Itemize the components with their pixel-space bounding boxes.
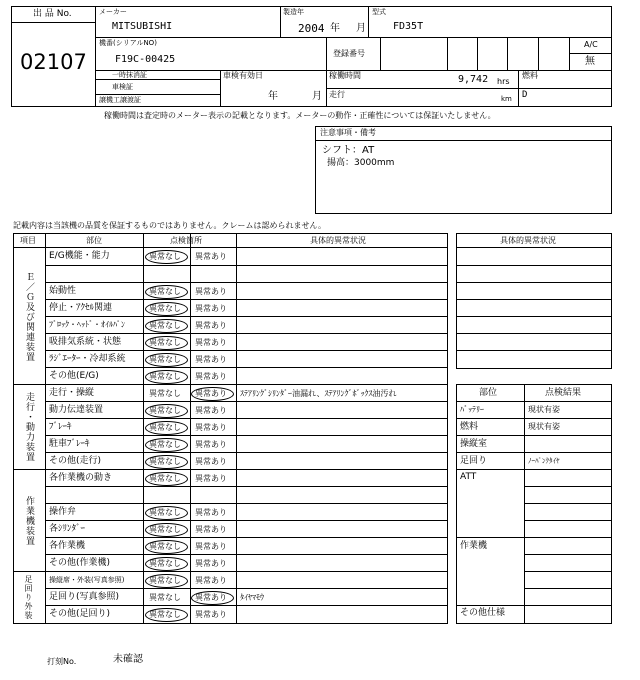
selected-normal-mark <box>145 472 188 486</box>
model-value: FD35T <box>393 21 424 32</box>
status-abnormal: 異常あり <box>195 610 227 619</box>
notes-lift-height: 揚高：3000mm <box>327 158 395 168</box>
status-normal: 異常なし <box>149 389 181 398</box>
row-part: 吸排気系統・状態 <box>49 337 122 347</box>
group-engine: Ｅ／Ｇ及び関連装置 <box>24 272 34 362</box>
result-part: 燃料 <box>460 422 479 432</box>
status-abnormal: 異常あり <box>195 355 227 364</box>
header-detail: 具体的異常状況 <box>310 236 366 245</box>
status-abnormal: 異常あり <box>195 372 227 381</box>
status-normal: 異常なし <box>149 287 181 296</box>
result-part: 作業機 <box>460 541 488 551</box>
registration-label: 登録番号 <box>333 49 365 58</box>
row-part: 停止・ｱｸｾﾙ関連 <box>49 303 113 313</box>
status-normal: 異常なし <box>149 321 181 330</box>
status-normal: 異常なし <box>149 508 181 517</box>
cert-vehicle-inspection: 車検証 <box>112 83 133 91</box>
row-part: ﾌﾞﾚｰｷ <box>49 422 72 432</box>
selected-abnormal-mark <box>191 387 234 401</box>
status-abnormal: 異常あり <box>195 559 227 568</box>
row-part: 駐車ﾌﾞﾚｰｷ <box>49 439 90 449</box>
col-result: 点検結果 <box>545 388 582 398</box>
selected-normal-mark <box>145 506 188 520</box>
result-part: 足回り <box>460 456 488 466</box>
row-part: 操縦席・外装(写真参照) <box>49 576 125 584</box>
lot-label: 出 品 No. <box>33 9 72 19</box>
status-normal: 異常なし <box>149 593 181 602</box>
status-normal: 異常なし <box>149 457 181 466</box>
year-unit: 年 <box>330 23 340 34</box>
year-label: 製造年 <box>283 8 304 16</box>
quality-disclaimer: 記載内容は当該機の品質を保証するものではありません。クレームは認められません。 <box>13 221 326 230</box>
status-normal: 異常なし <box>149 525 181 534</box>
selected-normal-mark <box>145 574 188 588</box>
status-abnormal: 異常あり <box>195 457 227 466</box>
hours-unit: hrs <box>497 77 510 86</box>
status-normal: 異常なし <box>149 406 181 415</box>
group-drive: 走行・動力装置 <box>24 392 34 462</box>
selected-normal-mark <box>145 336 188 350</box>
result-part: ﾊﾞｯﾃﾘｰ <box>460 405 484 414</box>
row-part: E/G機能・能力 <box>49 251 110 261</box>
header-item: 項目 <box>20 236 36 245</box>
status-normal: 異常なし <box>149 542 181 551</box>
cert-temporary-deregistration: 一時抹消証 <box>112 71 147 79</box>
selected-normal-mark <box>145 421 188 435</box>
row-part: 足回り(写真参照) <box>49 592 120 602</box>
selected-normal-mark <box>145 250 188 264</box>
ac-label: A/C <box>584 40 598 49</box>
status-normal: 異常なし <box>149 474 181 483</box>
status-abnormal: 異常あり <box>195 423 227 432</box>
selected-normal-mark <box>145 455 188 469</box>
mileage-label: 走行 <box>329 90 345 99</box>
result-part: ATT <box>460 472 477 482</box>
selected-normal-mark <box>145 608 188 622</box>
right-abnormal-panel <box>456 233 612 369</box>
header-part: 部位 <box>86 236 102 245</box>
status-abnormal: 異常あり <box>195 338 227 347</box>
result-value: 現状有姿 <box>528 422 560 431</box>
group-undercarriage: 足回り外装 <box>24 575 33 620</box>
result-part: 操縦室 <box>460 439 488 449</box>
row-part: その他(足回り) <box>49 609 111 619</box>
status-abnormal: 異常あり <box>195 576 227 585</box>
row-part: ﾗｼﾞｴｰﾀｰ・冷却系統 <box>49 354 126 364</box>
month-unit: 月 <box>356 23 366 34</box>
status-abnormal: 異常あり <box>195 389 227 398</box>
row-part: 各ｼﾘﾝﾀﾞｰ <box>49 524 86 534</box>
serial-label: 機番(シリアルNO) <box>99 39 157 47</box>
hours-label: 稼働時間 <box>329 71 361 80</box>
row-part: 走行・操縦 <box>49 388 95 398</box>
selected-normal-mark <box>145 370 188 384</box>
selected-normal-mark <box>145 353 188 367</box>
selected-normal-mark <box>145 438 188 452</box>
maker-label: メーカー <box>99 8 127 16</box>
status-abnormal: 異常あり <box>195 474 227 483</box>
status-abnormal: 異常あり <box>195 287 227 296</box>
row-part: その他(走行) <box>49 456 102 466</box>
row-part: その他(E/G) <box>49 371 99 381</box>
selected-normal-mark <box>145 523 188 537</box>
fuel-value: D <box>522 90 528 100</box>
fuel-label: 燃料 <box>522 71 538 80</box>
row-part: ﾌﾞﾛｯｸ・ﾍｯﾄﾞ・ｵｲﾙﾊﾟﾝ <box>49 320 125 329</box>
header-check: 点検箇所 <box>170 236 202 245</box>
status-abnormal: 異常あり <box>195 304 227 313</box>
status-normal: 異常なし <box>149 423 181 432</box>
status-normal: 異常なし <box>149 610 181 619</box>
stamp-label: 打刻No. <box>47 657 77 666</box>
inspection-month-unit: 月 <box>312 91 322 102</box>
result-value: ﾉｰﾊﾟﾝｸﾀｲﾔ <box>528 457 560 465</box>
selected-normal-mark <box>145 302 188 316</box>
group-work-equipment: 作業機装置 <box>24 496 34 546</box>
status-normal: 異常なし <box>149 338 181 347</box>
selected-abnormal-mark <box>191 591 234 605</box>
status-abnormal: 異常あり <box>195 440 227 449</box>
row-detail: ﾀｲﾔﾏﾓｳ <box>240 593 264 602</box>
status-abnormal: 異常あり <box>195 252 227 261</box>
status-abnormal: 異常あり <box>195 321 227 330</box>
col-part: 部位 <box>479 388 498 398</box>
status-normal: 異常なし <box>149 372 181 381</box>
row-part: 各作業機の動き <box>49 473 113 483</box>
status-normal: 異常なし <box>149 559 181 568</box>
status-normal: 異常なし <box>149 252 181 261</box>
right-panel-header: 具体的異常状況 <box>500 236 556 245</box>
selected-normal-mark <box>145 404 188 418</box>
ac-value: 無 <box>585 56 595 67</box>
status-normal: 異常なし <box>149 304 181 313</box>
selected-normal-mark <box>145 540 188 554</box>
model-label: 型式 <box>372 8 386 16</box>
row-part: 動力伝達装置 <box>49 405 104 415</box>
year-value: 2004 <box>298 22 325 35</box>
status-abnormal: 異常あり <box>195 508 227 517</box>
km-unit: km <box>501 95 512 103</box>
maker-value: MITSUBISHI <box>112 21 173 32</box>
serial-value: F19C-00425 <box>115 54 176 65</box>
status-normal: 異常なし <box>149 355 181 364</box>
status-abnormal: 異常あり <box>195 406 227 415</box>
selected-normal-mark <box>145 557 188 571</box>
status-abnormal: 異常あり <box>195 542 227 551</box>
selected-normal-mark <box>145 285 188 299</box>
row-part: 始動性 <box>49 286 77 296</box>
lot-number: 02107 <box>20 50 87 74</box>
inspection-date-label: 車検有効日 <box>223 71 263 80</box>
inspection-year-unit: 年 <box>268 91 278 102</box>
hours-disclaimer: 稼働時間は査定時のメーター表示の記載となります。メーターの動作・正確性については保証いたしません。 <box>104 111 496 120</box>
stamp-value: 未確認 <box>113 654 143 665</box>
row-part: 操作弁 <box>49 507 77 517</box>
selected-normal-mark <box>145 319 188 333</box>
cert-transfer: 譲機工譲渡証 <box>99 96 141 104</box>
notes-shift: シフト：AT <box>322 145 375 156</box>
row-detail: ｽﾃｱﾘﾝｸﾞｼﾘﾝﾀﾞｰ油漏れ、ｽﾃｱﾘﾝｸﾞﾎﾞｯｸｽ油汚れ <box>240 389 397 398</box>
status-abnormal: 異常あり <box>195 525 227 534</box>
hours-value: 9,742 <box>458 74 489 85</box>
status-abnormal: 異常あり <box>195 593 227 602</box>
notes-label: 注意事項・備考 <box>320 128 376 137</box>
row-part: 各作業機 <box>49 541 86 551</box>
row-part: その他(作業機) <box>49 558 111 568</box>
status-normal: 異常なし <box>149 576 181 585</box>
result-part: その他仕様 <box>460 608 506 618</box>
result-value: 現状有姿 <box>528 405 560 414</box>
status-normal: 異常なし <box>149 440 181 449</box>
